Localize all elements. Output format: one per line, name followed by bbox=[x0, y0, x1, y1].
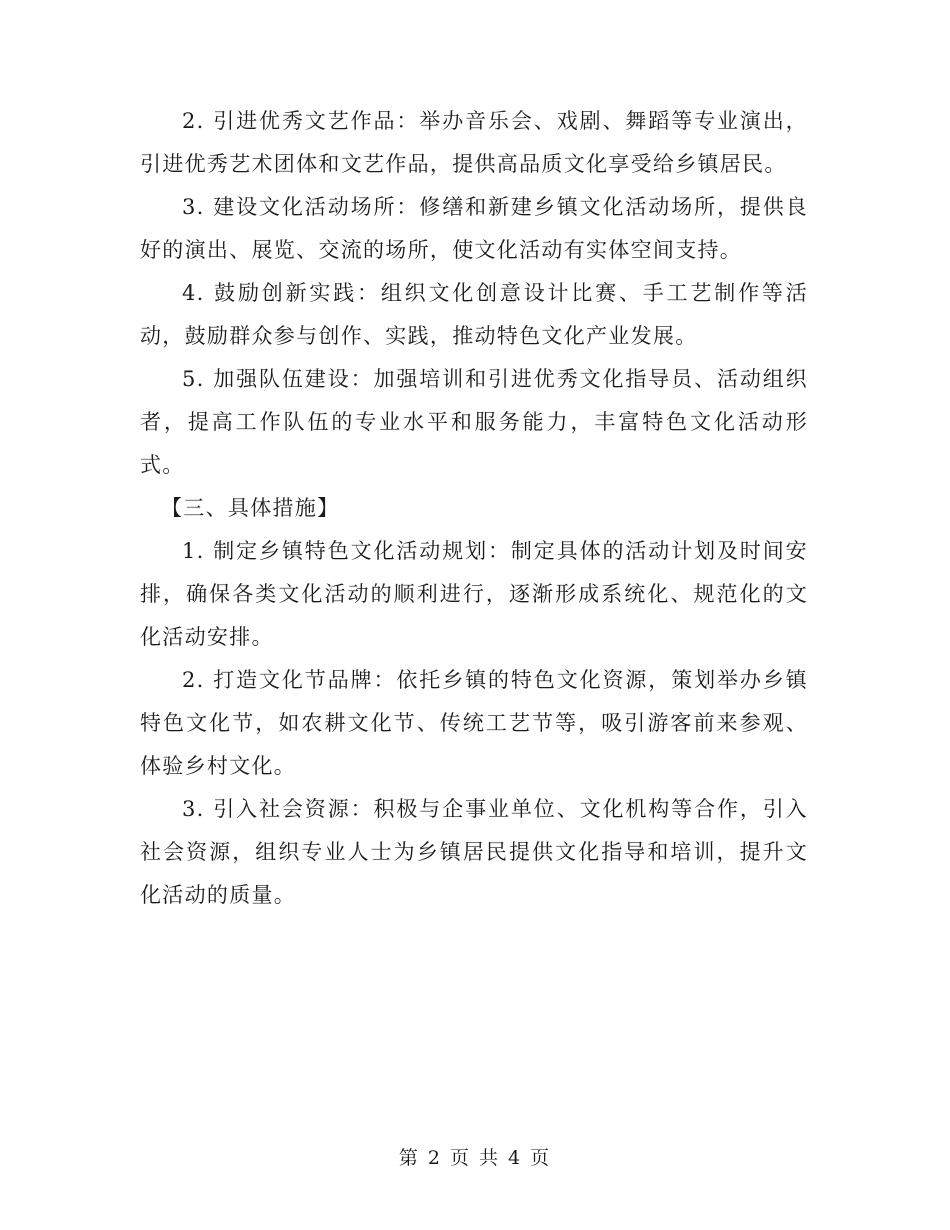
list-item: 1. 制定乡镇特色文化活动规划：制定具体的活动计划及时间安排，确保各类文化活动的顺利进行，逐渐形成系统化、规范化的文化活动安排。 bbox=[140, 539, 808, 649]
list-item: 4. 鼓励创新实践：组织文化创意设计比赛、手工艺制作等活动，鼓励群众参与创作、实践，推动特色文化产业发展。 bbox=[140, 281, 808, 348]
list-item: 2. 引进优秀文艺作品：举办音乐会、戏剧、舞蹈等专业演出，引进优秀艺术团体和文艺作品，提供高品质文化享受给乡镇居民。 bbox=[140, 109, 808, 176]
section-heading: 【三、具体措施】 bbox=[161, 496, 340, 520]
page-number-footer: 第 2 页 共 4 页 bbox=[398, 1147, 552, 1169]
document-body bbox=[140, 100, 808, 917]
list-item: 3. 引入社会资源：积极与企事业单位、文化机构等合作，引入社会资源，组织专业人士为乡镇居民提供文化指导和培训，提升文化活动的质量。 bbox=[140, 797, 808, 907]
list-item: 2. 打造文化节品牌：依托乡镇的特色文化资源，策划举办乡镇特色文化节，如农耕文化节、传统工艺节等，吸引游客前来参观、体验乡村文化。 bbox=[140, 668, 808, 778]
list-item: 5. 加强队伍建设：加强培训和引进优秀文化指导员、活动组织者，提高工作队伍的专业水平和服务能力，丰富特色文化活动形式。 bbox=[140, 367, 808, 477]
list-item: 3. 建设文化活动场所：修缮和新建乡镇文化活动场所，提供良好的演出、展览、交流的场所，使文化活动有实体空间支持。 bbox=[140, 195, 808, 262]
